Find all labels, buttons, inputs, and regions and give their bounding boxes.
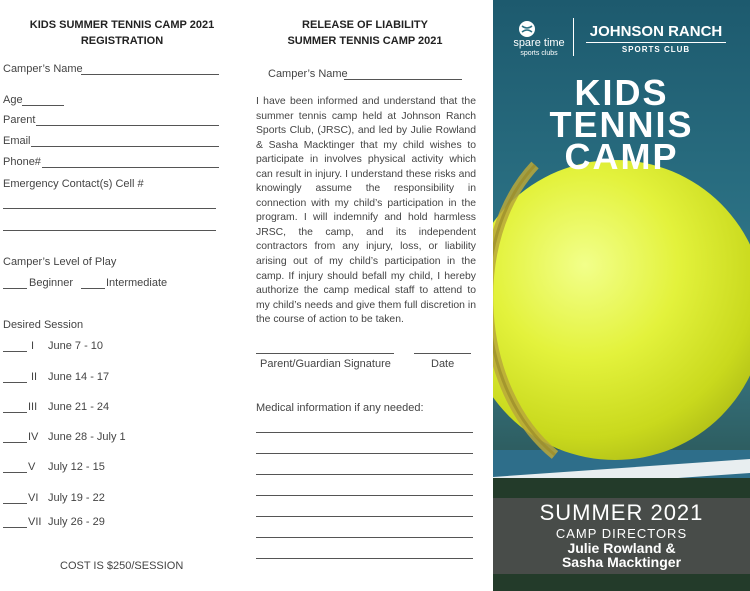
session-dates: June 28 - July 1 — [48, 431, 126, 443]
emergency-contact-field-1[interactable] — [3, 208, 216, 209]
session-blank[interactable] — [3, 412, 27, 413]
session-number: V — [28, 461, 36, 473]
session-dates: June 21 - 24 — [48, 401, 110, 413]
session-blank[interactable] — [3, 351, 27, 352]
session-blank[interactable] — [3, 527, 27, 528]
medical-info-line[interactable] — [256, 537, 473, 538]
release-heading-line1: RELEASE OF LIABILITY — [302, 19, 428, 31]
registration-heading-line1: KIDS SUMMER TENNIS CAMP 2021 — [29, 19, 215, 31]
email-label: Email — [3, 135, 31, 147]
medical-info-label: Medical information if any needed: — [256, 402, 424, 414]
medical-info-line[interactable] — [256, 495, 473, 496]
session-blank[interactable] — [3, 382, 27, 383]
date-label: Date — [431, 358, 455, 370]
sports-clubs-text: sports clubs — [520, 50, 558, 57]
logo-divider — [573, 18, 574, 56]
medical-info-line[interactable] — [256, 558, 473, 559]
release-campers-name-label: Camper’s Name — [268, 68, 348, 80]
parent-label: Parent — [3, 114, 36, 126]
signature-field[interactable] — [256, 353, 394, 354]
medical-info-line[interactable] — [256, 453, 473, 454]
session-blank[interactable] — [3, 503, 27, 504]
intermediate-label: Intermediate — [106, 277, 168, 289]
directors-label: CAMP DIRECTORS — [555, 526, 688, 541]
intermediate-blank[interactable] — [81, 288, 105, 289]
title-kids: KIDS — [574, 72, 669, 113]
release-campers-name-field[interactable] — [344, 79, 462, 80]
title-tennis: TENNIS — [549, 104, 694, 145]
beginner-label: Beginner — [29, 277, 74, 289]
release-body-text: I have been informed and understand that the summer tennis camp held at Johnson Ranch Sports Club, (JRSC), and led by Julie Rowland & Sasha Macktinger that my child wishes to participate in involves physical activity which can result in injury. I understand these risks and knowingly assume the responsibility in connection with my child’s participation in the program. I will indemnify and hold harmless JRSC, the camp, and its independent contractors from any injury, loss, or liability arising out of my child’s participation in the camp. If injury should befall my child, I hereby authorize the camp medical staff to attend to my child’s needs and give them full discretion in the course of action to be taken. — [256, 96, 476, 326]
session-blank[interactable] — [3, 442, 27, 443]
title-camp: CAMP — [564, 136, 679, 177]
session-dates: June 14 - 17 — [48, 371, 110, 383]
age-field[interactable] — [22, 105, 64, 106]
tennis-ball-image — [493, 160, 750, 460]
spare-time-logo — [504, 38, 574, 58]
director-1: Julie Rowland & — [567, 540, 676, 556]
phone-label: Phone# — [3, 156, 41, 168]
phone-field[interactable] — [42, 167, 219, 168]
medical-info-line[interactable] — [256, 516, 473, 517]
session-dates: July 19 - 22 — [48, 492, 105, 504]
emergency-contact-label: Emergency Contact(s) Cell # — [3, 178, 144, 190]
session-dates: June 7 - 10 — [48, 340, 104, 352]
email-field[interactable] — [31, 146, 219, 147]
tennis-ball-seam-icon — [493, 160, 750, 460]
session-number: I — [31, 340, 35, 352]
sports-club-text: SPORTS CLUB — [621, 45, 691, 54]
johnson-ranch-logo — [582, 23, 730, 54]
medical-info-line[interactable] — [256, 474, 473, 475]
cover-panel — [493, 0, 750, 591]
session-number: IV — [28, 431, 39, 443]
session-blank[interactable] — [3, 472, 27, 473]
level-of-play-label: Camper’s Level of Play — [3, 256, 117, 268]
medical-info-line[interactable] — [256, 432, 473, 433]
spare-time-text: spare time — [513, 37, 565, 49]
session-number: VI — [28, 492, 39, 504]
release-heading-line2: SUMMER TENNIS CAMP 2021 — [287, 35, 443, 47]
campers-name-field[interactable] — [81, 74, 219, 75]
session-number: III — [28, 401, 38, 413]
signature-label: Parent/Guardian Signature — [260, 358, 391, 370]
cost-text: COST IS $250/SESSION — [60, 560, 184, 572]
session-dates: July 12 - 15 — [48, 461, 105, 473]
season-text: SUMMER 2021 — [539, 500, 704, 525]
campers-name-label: Camper’s Name — [3, 63, 83, 75]
spare-time-logo-icon — [519, 21, 535, 37]
desired-session-label: Desired Session — [3, 319, 84, 331]
session-dates: July 26 - 29 — [48, 516, 105, 528]
session-number: VII — [28, 516, 42, 528]
johnson-ranch-text: JOHNSON RANCH — [589, 23, 723, 40]
beginner-blank[interactable] — [3, 288, 27, 289]
emergency-contact-field-2[interactable] — [3, 230, 216, 231]
age-label: Age — [3, 94, 23, 106]
date-field[interactable] — [414, 353, 471, 354]
registration-heading — [8, 17, 236, 49]
registration-heading-line2: REGISTRATION — [80, 35, 164, 47]
director-2: Sasha Macktinger — [561, 554, 682, 570]
release-heading — [254, 17, 476, 49]
parent-field[interactable] — [36, 125, 219, 126]
session-number: II — [31, 371, 38, 383]
